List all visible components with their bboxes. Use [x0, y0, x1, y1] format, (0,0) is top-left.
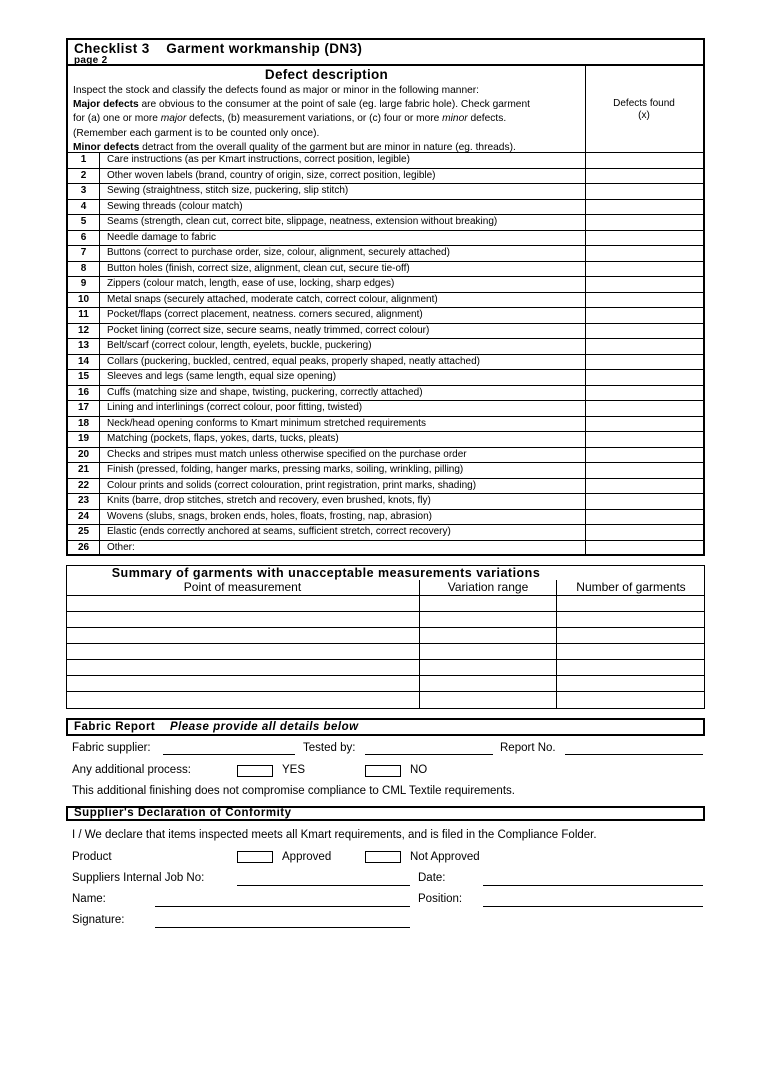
not-approved-label: Not Approved: [410, 851, 480, 863]
defect-number: 9: [68, 277, 100, 292]
defect-number: 23: [68, 494, 100, 509]
defect-number: 2: [68, 169, 100, 184]
approved-checkbox[interactable]: [237, 851, 273, 863]
signature-label: Signature:: [72, 914, 125, 926]
instruction-line: Minor defects detract from the overall quality of the garment but are minor in nature (eg. threads).: [73, 141, 516, 153]
report-no-label: Report No.: [500, 742, 556, 754]
defects-found-column: [585, 66, 703, 554]
defect-row: [68, 540, 585, 556]
defect-number: 7: [68, 246, 100, 261]
defect-number: 15: [68, 370, 100, 385]
defect-text: Metal snaps (securely attached, moderate catch, correct colour, alignment): [107, 293, 438, 305]
signature-field[interactable]: [155, 927, 410, 928]
declaration-statement: I / We declare that items inspected meets all Kmart requirements, and is filed in the Compliance Folder.: [72, 829, 597, 841]
defect-row: [68, 230, 585, 246]
fabric-report-header: [66, 718, 705, 736]
defect-number: 1: [68, 153, 100, 168]
defects-found-cell[interactable]: [585, 292, 703, 293]
defect-text: Zippers (colour match, length, ease of use, locking, sharp edges): [107, 278, 395, 289]
defect-text: Collars (puckering, buckled, centred, equal peaks, properly shaped, neatly attached): [107, 355, 480, 367]
fabric-report-title: Fabric Report: [74, 721, 156, 733]
column-divider: [556, 580, 557, 709]
defect-row: [68, 493, 585, 509]
defect-number: 5: [68, 215, 100, 230]
defect-text: Sewing threads (colour match): [107, 200, 243, 212]
declaration-header: [66, 806, 705, 821]
defect-row: [68, 199, 585, 215]
defects-found-cell[interactable]: [585, 354, 703, 355]
defect-row: [68, 338, 585, 354]
tested-by-label: Tested by:: [303, 742, 356, 754]
defect-instructions: [73, 84, 583, 155]
defect-text: Other:: [107, 541, 135, 553]
defects-found-cell[interactable]: [585, 524, 703, 525]
defect-number: 25: [68, 525, 100, 540]
defect-row: [68, 524, 585, 540]
defect-row: [68, 478, 585, 494]
defect-number: 10: [68, 293, 100, 308]
no-label: NO: [410, 764, 428, 776]
defect-row: [68, 431, 585, 447]
defect-text: Sewing (straightness, stitch size, puckering, slip stitch): [107, 185, 349, 196]
row-divider: [66, 595, 705, 596]
defect-number: 11: [68, 308, 100, 323]
column-header-variation: Variation range: [447, 580, 529, 594]
defect-number: 8: [68, 262, 100, 277]
defect-row: [68, 369, 585, 385]
defect-text: Other woven labels (brand, country of origin, size, correct position, legible): [107, 169, 436, 181]
defect-number: 6: [68, 231, 100, 246]
position-label: Position:: [418, 893, 463, 905]
no-checkbox[interactable]: [365, 765, 401, 777]
fabric-report-instruction: Please provide all details below: [170, 721, 359, 733]
column-header-point: Point of measurement: [183, 580, 302, 594]
defect-number: 19: [68, 432, 100, 447]
defect-number: 16: [68, 386, 100, 401]
defect-text: Sleeves and legs (same length, equal size opening): [107, 371, 337, 382]
defect-description-title: Defect description: [264, 67, 389, 82]
defects-found-cell[interactable]: [585, 447, 703, 448]
defects-found-cell[interactable]: [585, 416, 703, 417]
date-field[interactable]: [483, 885, 703, 886]
yes-label: YES: [282, 764, 306, 776]
column-header-garments: Number of garments: [576, 580, 686, 594]
defect-row: [68, 416, 585, 432]
defect-number: 21: [68, 463, 100, 478]
defects-found-cell[interactable]: [585, 323, 703, 324]
defect-text: Button holes (finish, correct size, alignment, clean cut, secure tie-off): [107, 262, 410, 274]
approved-label: Approved: [282, 851, 332, 863]
defect-number: 13: [68, 339, 100, 354]
not-approved-checkbox[interactable]: [365, 851, 401, 863]
defect-text: Cuffs (matching size and shape, twisting, puckering, correctly attached): [107, 386, 423, 398]
name-field[interactable]: [155, 906, 410, 907]
defects-found-cell[interactable]: [585, 276, 703, 277]
defect-number: 3: [68, 184, 100, 199]
defect-number: 4: [68, 200, 100, 215]
defects-found-cell[interactable]: [585, 214, 703, 215]
defects-found-cell[interactable]: [585, 385, 703, 386]
defect-text: Colour prints and solids (correct colouration, print registration, print marks, shading): [107, 479, 477, 491]
defect-text: Needle damage to fabric: [107, 231, 216, 243]
defect-row: [68, 307, 585, 323]
defect-row: [68, 509, 585, 525]
defect-text: Finish (pressed, folding, hanger marks, pressing marks, soiling, wrinkling, pilling): [107, 464, 464, 475]
defect-text: Matching (pockets, flaps, yokes, darts, tucks, pleats): [107, 433, 339, 444]
job-no-field[interactable]: [237, 885, 410, 886]
instruction-line: (Remember each garment is to be counted only once).: [73, 127, 320, 139]
instruction-line: for (a) one or more major defects, (b) measurement variations, or (c) four or more minor defects.: [73, 113, 507, 125]
defects-found-cell[interactable]: [585, 462, 703, 463]
defects-found-header: Defects found (x): [613, 98, 675, 121]
report-no-field[interactable]: [565, 754, 703, 755]
defect-row: [68, 385, 585, 401]
date-label: Date:: [418, 872, 446, 884]
fabric-supplier-label: Fabric supplier:: [72, 742, 151, 754]
defect-text: Wovens (slubs, snags, broken ends, holes, floats, frosting, nap, abrasion): [107, 510, 432, 522]
defect-row: [68, 152, 585, 168]
additional-process-label: Any additional process:: [72, 764, 191, 776]
product-label: Product: [72, 851, 112, 863]
defects-found-cell[interactable]: [585, 369, 703, 370]
defect-row: [68, 276, 585, 292]
defect-number: 24: [68, 510, 100, 525]
defect-text: Elastic (ends correctly anchored at seams, sufficient stretch, correct recovery): [107, 526, 451, 537]
defects-found-cell[interactable]: [585, 230, 703, 231]
defect-number: 26: [68, 541, 100, 556]
name-label: Name:: [72, 893, 106, 905]
defects-found-cell[interactable]: [585, 478, 703, 479]
row-divider: [66, 627, 705, 628]
defect-text: Knits (barre, drop stitches, stretch and recovery, even brushed, knots, fly): [107, 495, 431, 506]
defect-row: [68, 214, 585, 230]
defect-text: Checks and stripes must match unless otherwise specified on the purchase order: [107, 448, 467, 460]
page-title: Checklist 3 Garment workmanship (DN3): [74, 41, 363, 56]
defect-text: Seams (strength, clean cut, correct bite, slippage, neatness, extension without breaking): [107, 216, 498, 227]
defects-found-cell[interactable]: [585, 540, 703, 541]
defect-row: [68, 462, 585, 478]
defect-number: 12: [68, 324, 100, 339]
defects-found-cell[interactable]: [585, 493, 703, 494]
defect-row: [68, 261, 585, 277]
job-no-label: Suppliers Internal Job No:: [72, 872, 205, 884]
defect-text: Care instructions (as per Kmart instructions, correct position, legible): [107, 154, 410, 165]
yes-checkbox[interactable]: [237, 765, 273, 777]
defects-found-cell[interactable]: [585, 261, 703, 262]
defects-found-cell[interactable]: [585, 307, 703, 308]
defect-row: [68, 245, 585, 261]
defects-found-cell[interactable]: [585, 152, 703, 153]
defect-text: Buttons (correct to purchase order, size, colour, alignment, securely attached): [107, 247, 450, 258]
defects-found-cell[interactable]: [585, 431, 703, 432]
defects-found-cell[interactable]: [585, 400, 703, 401]
defect-row: [68, 354, 585, 370]
defect-text: Pocket/flaps (correct placement, neatness. corners secured, alignment): [107, 309, 423, 320]
defect-row: [68, 400, 585, 416]
defect-number: 22: [68, 479, 100, 494]
defect-number: 18: [68, 417, 100, 432]
instruction-line: Major defects are obvious to the consumer at the point of sale (eg. large fabric hole). Check garment: [73, 99, 530, 111]
fabric-supplier-field[interactable]: [163, 754, 295, 755]
declaration-title: Supplier's Declaration of Conformity: [74, 807, 292, 819]
defects-found-cell[interactable]: [585, 338, 703, 339]
position-field[interactable]: [483, 906, 703, 907]
checklist-header: [66, 38, 705, 66]
defect-row: [68, 323, 585, 339]
defect-row: [68, 183, 585, 199]
defects-found-cell[interactable]: [585, 183, 703, 184]
row-divider: [66, 675, 705, 676]
defect-text: Lining and interlinings (correct colour, poor fitting, twisted): [107, 402, 363, 413]
defects-found-cell[interactable]: [585, 245, 703, 246]
defect-text: Belt/scarf (correct colour, length, eyelets, buckle, puckering): [107, 340, 372, 351]
page-number: page 2: [74, 55, 108, 66]
defects-found-cell[interactable]: [585, 509, 703, 510]
defect-number: 20: [68, 448, 100, 463]
defect-text: Neck/head opening conforms to Kmart minimum stretched requirements: [107, 417, 427, 429]
instruction-line: Inspect the stock and classify the defects found as major or minor in the following manner:: [73, 85, 480, 96]
defects-found-cell[interactable]: [585, 199, 703, 200]
defects-found-cell[interactable]: [585, 168, 703, 169]
row-divider: [66, 643, 705, 644]
defect-number: 14: [68, 355, 100, 370]
defect-row: [68, 292, 585, 308]
finishing-note: This additional finishing does not compromise compliance to CML Textile requirements.: [72, 785, 515, 797]
summary-title: Summary of garments with unacceptable measurements variations: [111, 566, 541, 580]
defect-row: [68, 447, 585, 463]
defect-number: 17: [68, 401, 100, 416]
defect-text: Pocket lining (correct size, secure seams, neatly trimmed, correct colour): [107, 324, 430, 336]
row-divider: [66, 691, 705, 692]
row-divider: [66, 611, 705, 612]
row-divider: [66, 659, 705, 660]
tested-by-field[interactable]: [365, 754, 493, 755]
defect-row: [68, 168, 585, 184]
column-divider: [419, 580, 420, 709]
